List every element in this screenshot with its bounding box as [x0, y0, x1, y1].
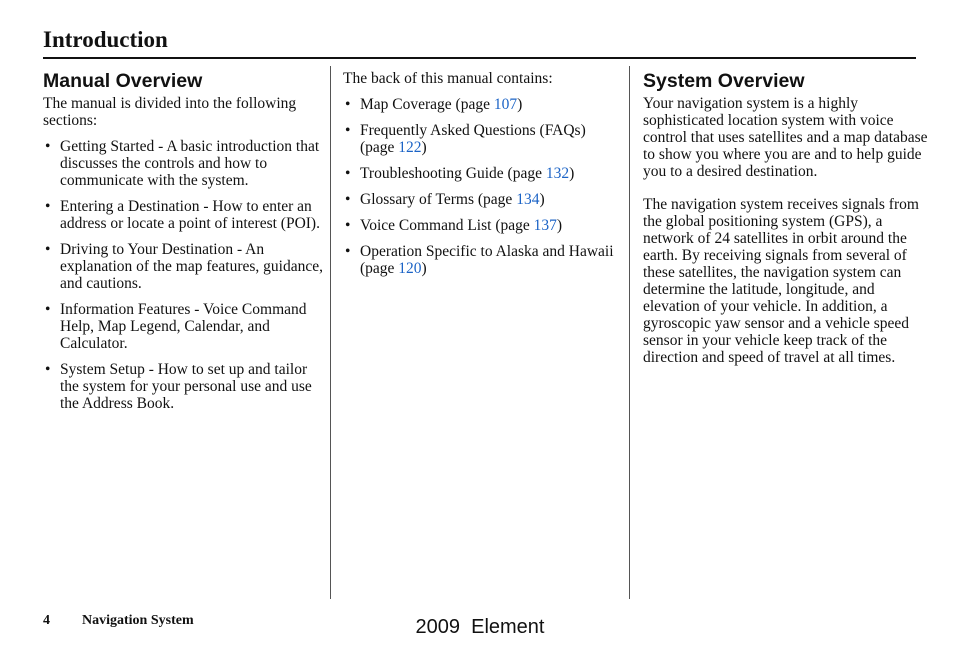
list-item — [43, 241, 325, 292]
bullet-icon: • — [345, 96, 351, 113]
list-item-text: Voice Command List (page — [360, 217, 534, 234]
list-item-text: Getting Started - A basic introduction that discusses the controls and how to communicate with the system. — [60, 138, 320, 189]
system-overview-paragraph: The navigation system receives signals from the global positioning system (GPS), a network of 24 satellites in orbit around the earth. By receiving signals from several of these satellites, the navigation system can determine the latitude, longitude, and elevation of your vehicle. In addition, a gyroscopic yaw sensor and a vehicle speed sensor in your vehicle keep track of the direction and speed of travel at all times. — [643, 196, 919, 366]
list-item-text: Information Features - Voice Command Help, Map Legend, Calendar, and Calculator. — [60, 301, 307, 352]
page-link-alaska-hawaii[interactable]: 120 — [398, 260, 422, 277]
back-contents-list — [343, 96, 623, 277]
bullet-icon: • — [45, 138, 51, 155]
list-item-close: ) — [421, 139, 427, 156]
system-overview-paragraph: Your navigation system is a highly sophisticated location system with voice control that uses satellites and a map database to show you where you are and to help guide you to a desired destination. — [643, 95, 928, 180]
header-rule — [43, 57, 916, 59]
list-item-text: Glossary of Terms (page — [360, 191, 517, 208]
list-item-text: Driving to Your Destination - An explanation of the map features, guidance, and cautions. — [60, 241, 323, 292]
list-item-text: Entering a Destination - How to enter an address or locate a point of interest (POI). — [60, 198, 320, 232]
list-item-text: Operation Specific to Alaska and Hawaii (page — [360, 243, 614, 277]
list-item — [343, 96, 623, 113]
list-item-close: ) — [517, 96, 523, 113]
list-item — [43, 361, 325, 412]
list-item — [343, 165, 623, 182]
manual-overview-heading: Manual Overview — [43, 70, 203, 92]
bullet-icon: • — [345, 243, 351, 260]
page-number: 4 — [43, 613, 50, 628]
list-item — [343, 122, 623, 156]
bullet-icon: • — [345, 217, 351, 234]
page-link-glossary[interactable]: 134 — [516, 191, 540, 208]
watermark: 2009 Element — [415, 616, 545, 638]
page-link-faqs[interactable]: 122 — [398, 139, 422, 156]
footer-label: Navigation System — [82, 613, 194, 628]
page-title: Introduction — [43, 27, 168, 52]
list-item-close: ) — [421, 260, 427, 277]
system-overview-column — [643, 66, 928, 375]
page-link-voice-command-list[interactable]: 137 — [533, 217, 557, 234]
list-item — [343, 243, 623, 277]
bullet-icon: • — [45, 198, 51, 215]
bullet-icon: • — [45, 241, 51, 258]
list-item-close: ) — [539, 191, 545, 208]
list-item-text: Troubleshooting Guide (page — [360, 165, 546, 182]
manual-overview-column — [43, 66, 325, 421]
page-link-troubleshooting[interactable]: 132 — [545, 165, 570, 182]
manual-sections-list — [43, 138, 325, 412]
bullet-icon: • — [345, 165, 351, 182]
column-divider — [330, 66, 331, 599]
back-contents-intro: The back of this manual contains: — [343, 70, 553, 87]
list-item-close: ) — [556, 217, 563, 234]
list-item — [43, 301, 325, 352]
list-item — [343, 191, 623, 208]
list-item-text: System Setup - How to set up and tailor the system for your personal use and use the Address Book. — [60, 361, 312, 412]
list-item — [43, 198, 325, 232]
page-link-map-coverage[interactable]: 107 — [493, 96, 518, 113]
bullet-icon: • — [345, 191, 351, 208]
list-item — [43, 138, 325, 189]
manual-overview-intro: The manual is divided into the following sections: — [43, 95, 297, 129]
column-divider — [629, 66, 630, 599]
bullet-icon: • — [45, 301, 51, 318]
list-item-close: ) — [569, 165, 575, 182]
list-item-text: Map Coverage (page — [360, 96, 494, 113]
bullet-icon: • — [45, 361, 51, 378]
list-item — [343, 217, 623, 234]
list-item-text: Frequently Asked Questions (FAQs) (page — [360, 122, 586, 156]
back-contents-column — [343, 66, 623, 286]
bullet-icon: • — [345, 122, 351, 139]
system-overview-heading: System Overview — [643, 70, 805, 92]
